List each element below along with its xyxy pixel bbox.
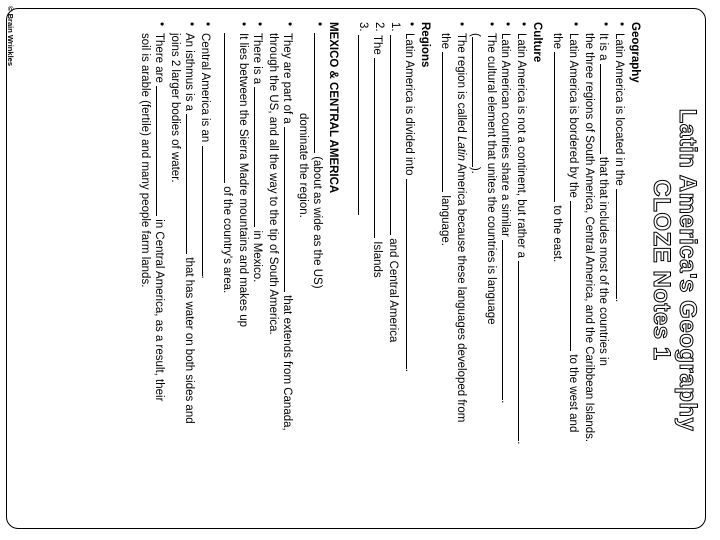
item-text: Latin America is divided into <box>403 33 415 176</box>
item-text: There is a <box>251 33 263 85</box>
list-item <box>514 22 530 522</box>
item-text: joins 2 larger bodies of water. <box>169 33 181 183</box>
item-text: . <box>515 441 527 445</box>
section-heading-regions: Regions <box>419 22 431 68</box>
section-heading-mexico: MEXICO & CENTRAL AMERICA <box>327 22 339 194</box>
item-text: in Central America, as a result, their <box>153 219 165 402</box>
item-text: They are part of a <box>281 33 293 124</box>
fill-in-blank[interactable] <box>616 189 628 299</box>
item-text: . <box>403 368 415 372</box>
culture-list <box>438 22 530 522</box>
item-text: of the country's area. <box>221 186 233 294</box>
numbered-item <box>354 22 370 522</box>
fill-in-blank[interactable] <box>554 52 566 202</box>
item-text: America because these languages developed from <box>455 163 467 423</box>
fill-in-blank[interactable] <box>518 261 530 441</box>
item-text: ( <box>469 33 481 37</box>
list-item <box>468 22 498 522</box>
list-item <box>612 22 628 522</box>
item-text: to the west and <box>567 354 579 433</box>
item-text: There are <box>153 33 165 83</box>
item-text: The region is called <box>455 33 467 133</box>
list-item <box>198 22 214 522</box>
fill-in-blank[interactable] <box>570 201 582 351</box>
item-text: the three regions of South America, Central America, and the Caribbean Islands. <box>583 33 595 443</box>
item-text: in Mexico. <box>251 230 263 283</box>
item-text: ). <box>469 166 481 174</box>
item-text: . <box>199 275 211 279</box>
item-text: Latin America is bordered by the <box>567 33 579 198</box>
fill-in-blank[interactable] <box>502 240 514 400</box>
fill-in-blank[interactable] <box>156 86 168 216</box>
section-heading-culture: Culture <box>531 22 543 63</box>
item-text: Central America is an <box>199 33 211 143</box>
page-subtitle: CLOZE Notes 1 <box>648 179 675 361</box>
list-item <box>220 22 250 522</box>
notes-content <box>138 22 642 522</box>
fill-in-blank[interactable] <box>406 179 418 369</box>
item-text: soil is arable (fertile) and many people farm lands. <box>139 33 151 288</box>
numbered-item <box>386 22 402 522</box>
item-text: The <box>371 35 383 55</box>
item-text: through the US, and all the way to the tip of South America. <box>267 33 279 335</box>
item-text: Islands <box>371 241 383 278</box>
item-text: and Central America <box>387 238 399 343</box>
item-text: Latin America is not a continent, but rather a <box>515 33 527 259</box>
item-text: that that includes most of the countries in <box>597 156 609 366</box>
item-text: . <box>613 298 625 303</box>
item-text: dominate the region. <box>297 113 309 218</box>
regions-numbered-list <box>354 22 402 522</box>
item-text: It lies between the Sierra Madre mountains and makes up <box>237 33 249 328</box>
item-text: the <box>439 33 451 49</box>
list-item <box>266 22 296 522</box>
fill-in-blank[interactable] <box>390 35 402 235</box>
fill-in-blank[interactable] <box>374 58 386 238</box>
list-item <box>498 22 514 522</box>
numbered-item <box>370 22 386 522</box>
fill-in-blank[interactable] <box>472 37 484 167</box>
item-text: The cultural element that unites the countries is language <box>485 33 497 325</box>
item-number: 1. <box>389 22 401 32</box>
copyright: © Brain Wrinkles <box>6 6 15 66</box>
item-text: It is a <box>597 33 609 61</box>
item-number: 3. <box>357 22 369 32</box>
section-heading-geography: Geography <box>629 22 641 83</box>
list-item <box>250 22 266 522</box>
fill-in-blank[interactable] <box>224 33 236 183</box>
item-text: Latin American countries share a similar <box>499 33 511 237</box>
fill-in-blank[interactable] <box>254 87 266 227</box>
list-item <box>138 22 168 522</box>
item-text: that extends from Canada, <box>281 295 293 431</box>
item-text: An isthmus is a <box>183 33 195 111</box>
list-item <box>550 22 582 522</box>
item-text: (about as wide as the US) <box>311 156 323 289</box>
list-item <box>168 22 198 522</box>
regions-list <box>402 22 418 522</box>
fill-in-blank[interactable] <box>358 35 370 215</box>
list-item <box>296 22 326 522</box>
central-america-list <box>138 22 214 522</box>
item-text: that has water on both sides and <box>183 257 195 424</box>
item-text: the <box>551 33 563 49</box>
fill-in-blank[interactable] <box>186 114 198 254</box>
list-item <box>438 22 468 522</box>
fill-in-blank[interactable] <box>202 146 214 276</box>
fill-in-blank[interactable] <box>284 127 296 292</box>
geography-list <box>550 22 628 522</box>
item-text: Latin America is located in the <box>613 33 625 186</box>
item-text-italic: Latin <box>455 135 467 161</box>
item-number: 2. <box>373 22 385 32</box>
list-item <box>582 22 612 522</box>
fill-in-blank[interactable] <box>600 64 612 154</box>
item-text: language. <box>439 195 451 246</box>
mexico-list <box>220 22 326 522</box>
page-title: Latin America's Geography <box>674 108 701 432</box>
list-item <box>402 22 418 522</box>
item-text: . <box>499 400 511 404</box>
fill-in-blank[interactable] <box>314 33 326 153</box>
item-text: to the east. <box>551 205 563 263</box>
fill-in-blank[interactable] <box>442 52 454 192</box>
